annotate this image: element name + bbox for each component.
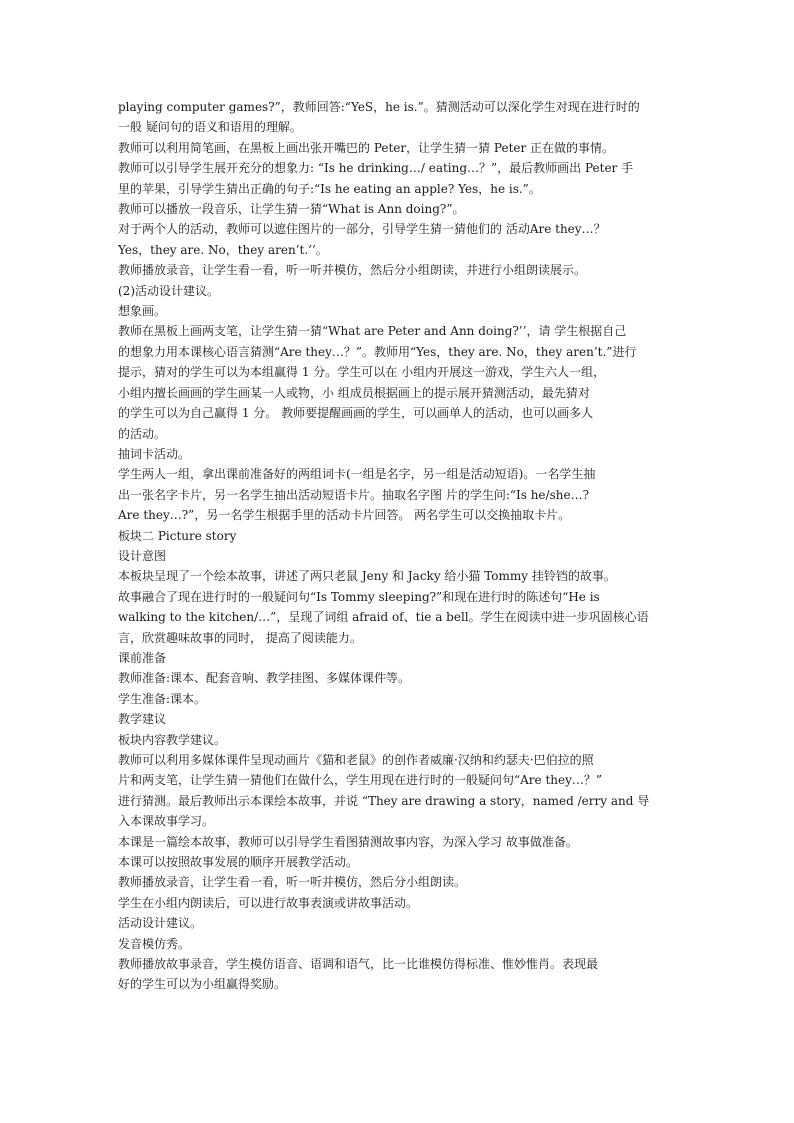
text-line: 片和两支笔，让学生猜一猜他们在做什么，学生用现在进行时的一般疑问句“Are they…？”: [118, 773, 603, 788]
section-heading: 教学建议: [118, 712, 167, 727]
text-line: 提示，猜对的学生可以为本组赢得 1 分。学生可以在 小组内开展这一游戏，学生六人一组，: [118, 365, 606, 380]
text-line: 教师可以利用简笔画，在黑板上画出张开嘴巴的 Peter，让学生猜一猜 Peter 正在做的事情。: [118, 140, 615, 155]
text-line: 学生两人一组，拿出课前准备好的两组词卡(一组是名字，另一组是活动短语)。一名学生抽: [118, 467, 596, 482]
section-heading: 板块内容教学建议。: [118, 732, 227, 747]
text-line: 本板块呈现了一个绘本故事，讲述了两只老鼠 Jeny 和 Jacky 给小猫 Tommy 挂铃铛的故事。: [118, 569, 616, 584]
activity-heading: 发音模仿秀。: [118, 936, 191, 951]
text-line: 教师播放故事录音，学生模仿语音、语调和语气，比一比谁模仿得标准、惟妙惟肖。表现最: [118, 957, 599, 972]
text-line: 学生准备:课本。: [118, 691, 207, 706]
text-line: 一般 疑问句的语义和语用的理解。: [118, 120, 302, 135]
text-line: 里的苹果，引导学生猜出正确的句子:“Is he eating an apple? Yes，he is.”。: [118, 181, 541, 196]
text-line: 本课可以按照故事发展的顺序开展教学活动。: [118, 855, 359, 870]
text-line: 出一张名字卡片，另一名学生抽出活动短语卡片。抽取名字图 片的学生问:“Is he/she…?: [118, 487, 590, 502]
activity-heading: 抽词卡活动。: [118, 446, 191, 461]
text-line: 对于两个人的活动，教师可以遮住图片的一部分，引导学生猜一猜他们的 活动Are they…？: [118, 222, 606, 237]
text-line: 教师可以利用多媒体课件呈现动画片《猫和老鼠》的创作者威廉·汉纳和约瑟夫·巴伯拉的照: [118, 753, 594, 767]
text-line: 教师可以播放一段音乐，让学生猜一猜“What is Ann doing?”。: [118, 202, 465, 217]
text-line: 教师播放录音，让学生看一看，听一听并模仿，然后分小组朗读。: [118, 875, 467, 890]
text-line: 学生在小组内朗读后，可以进行故事表演或讲故事活动。: [118, 895, 419, 910]
section-heading: 课前准备: [118, 650, 167, 665]
text-line: 的想象力用本课核心语言猜测“Are they…？”。教师用“Yes，they are. No，they aren’t.”进行: [118, 344, 637, 359]
section-heading: (2)活动设计建议。: [118, 283, 219, 298]
section-heading: 活动设计建议。: [118, 916, 203, 931]
section-heading: 板块二 Picture story: [118, 528, 237, 543]
document-body: [118, 97, 678, 995]
text-line: Are they…?”，另一名学生根据手里的活动卡片回答。 两名学生可以交换抽取卡片。: [118, 508, 571, 523]
text-line: 的活动。: [118, 426, 167, 441]
text-line: Yes，they are. No，they aren’t.’’。: [118, 242, 328, 257]
text-line: playing computer games?”，教师回答:“YeS，he is.”。猜测活动可以深化学生对现在进行时的: [118, 100, 640, 114]
text-line: 教师可以引导学生展开充分的想象力: “Is he drinking…/ eating…？”，最后教师画出 Peter 手: [118, 161, 634, 176]
text-line: 入本课故事学习。: [118, 814, 215, 829]
text-line: 本课是一篇绘本故事，教师可以引导学生看图猜测故事内容，为深入学习 故事做准备。: [118, 834, 578, 849]
text-line: walking to the kitchen/…”，呈现了词组 afraid of、tie a bell。学生在阅读中进一步巩固核心语: [118, 610, 649, 625]
text-line: 教师在黑板上画两支笔，让学生猜一猜“What are Peter and Ann doing?’’，请 学生根据自己: [118, 324, 627, 339]
section-heading: 设计意图: [118, 548, 167, 563]
text-line: 故事融合了现在进行时的一般疑问句“Is Tommy sleeping?”和现在进行时的陈述句“He is: [118, 589, 600, 604]
activity-heading: 想象画。: [118, 304, 167, 319]
text-line: 的学生可以为自己赢得 1 分。 教师要提醒画画的学生，可以画单人的活动，也可以画多人: [118, 406, 594, 421]
text-line: 小组内擅长画画的学生画某一人或物，小 组成员根据画上的提示展开猜测活动，最先猜对: [118, 385, 590, 400]
text-line: 言，欣赏趣味故事的同时， 提高了阅读能力。: [118, 630, 362, 645]
text-line: 好的学生可以为小组赢得奖励。: [118, 977, 287, 992]
text-line: 教师播放录音，让学生看一看，听一听并模仿，然后分小组朗读，并进行小组朗读展示。: [118, 263, 587, 278]
text-line: 进行猜测。最后教师出示本课绘本故事，并说 “They are drawing a story，named /erry and 导: [118, 793, 650, 808]
text-line: 教师准备:课本、配套音响、教学挂图、多媒体课件等。: [118, 671, 411, 686]
